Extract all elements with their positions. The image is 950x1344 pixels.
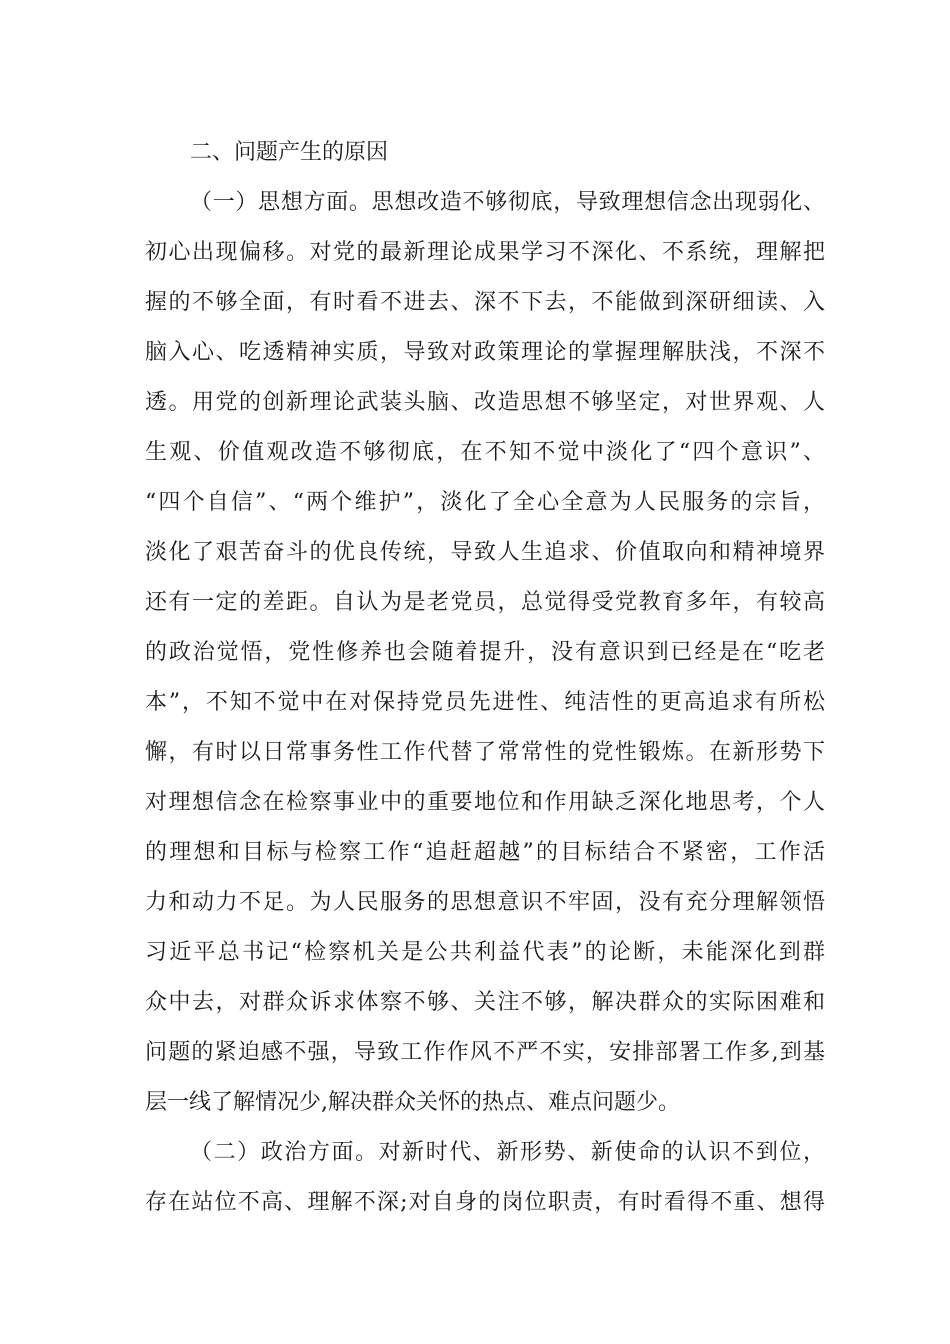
paragraph-1-line-13: 对理想信念在检察事业中的重要地位和作用缺乏深化地思考，个人 <box>145 790 825 815</box>
paragraph-1-line-4: 脑入心、吃透精神实质，导致对政策理论的掌握理解肤浅，不深不 <box>145 340 825 365</box>
paragraph-1-line-11: 本”，不知不觉中在对保持党员先进性、纯洁性的更高追求有所松 <box>145 690 825 715</box>
paragraph-2-line-1: （二）政治方面。对新时代、新形势、新使命的认识不到位， <box>190 1140 825 1165</box>
paragraph-1-line-14: 的理想和目标与检察工作“追赶超越”的目标结合不紧密，工作活 <box>145 840 825 865</box>
paragraph-1-line-10: 的政治觉悟，党性修养也会随着提升，没有意识到已经是在“吃老 <box>145 640 825 665</box>
paragraph-1-line-17: 众中去，对群众诉求体察不够、关注不够，解决群众的实际困难和 <box>145 990 825 1015</box>
paragraph-1-line-1: （一）思想方面。思想改造不够彻底，导致理想信念出现弱化、 <box>190 190 825 215</box>
paragraph-1-line-2: 初心出现偏移。对党的最新理论成果学习不深化、不系统，理解把 <box>145 240 825 265</box>
paragraph-1-line-12: 懈，有时以日常事务性工作代替了常常性的党性锻炼。在新形势下 <box>145 740 825 765</box>
section-heading: 二、问题产生的原因 <box>190 140 389 165</box>
paragraph-1-line-5: 透。用党的创新理论武装头脑、改造思想不够坚定，对世界观、人 <box>145 390 825 415</box>
paragraph-1-line-7: “四个自信”、“两个维护”，淡化了全心全意为人民服务的宗旨， <box>145 490 825 515</box>
paragraph-1-line-3: 握的不够全面，有时看不进去、深不下去，不能做到深研细读、入 <box>145 290 825 315</box>
paragraph-2-line-2: 存在站位不高、理解不深;对自身的岗位职责，有时看得不重、想得 <box>145 1190 825 1215</box>
paragraph-1-line-9: 还有一定的差距。自认为是老党员，总觉得受党教育多年，有较高 <box>145 590 825 615</box>
paragraph-1-line-8: 淡化了艰苦奋斗的优良传统，导致人生追求、价值取向和精神境界 <box>145 540 825 565</box>
paragraph-1-line-6: 生观、价值观改造不够彻底，在不知不觉中淡化了“四个意识”、 <box>145 440 825 465</box>
paragraph-1-line-19: 层一线了解情况少,解决群众关怀的热点、难点问题少。 <box>145 1090 680 1115</box>
paragraph-1-line-16: 习近平总书记“检察机关是公共利益代表”的论断，未能深化到群 <box>145 940 825 965</box>
paragraph-1-line-18: 问题的紧迫感不强，导致工作作风不严不实，安排部署工作多,到基 <box>145 1040 825 1065</box>
paragraph-1-line-15: 力和动力不足。为人民服务的思想意识不牢固，没有充分理解领悟 <box>145 890 825 915</box>
